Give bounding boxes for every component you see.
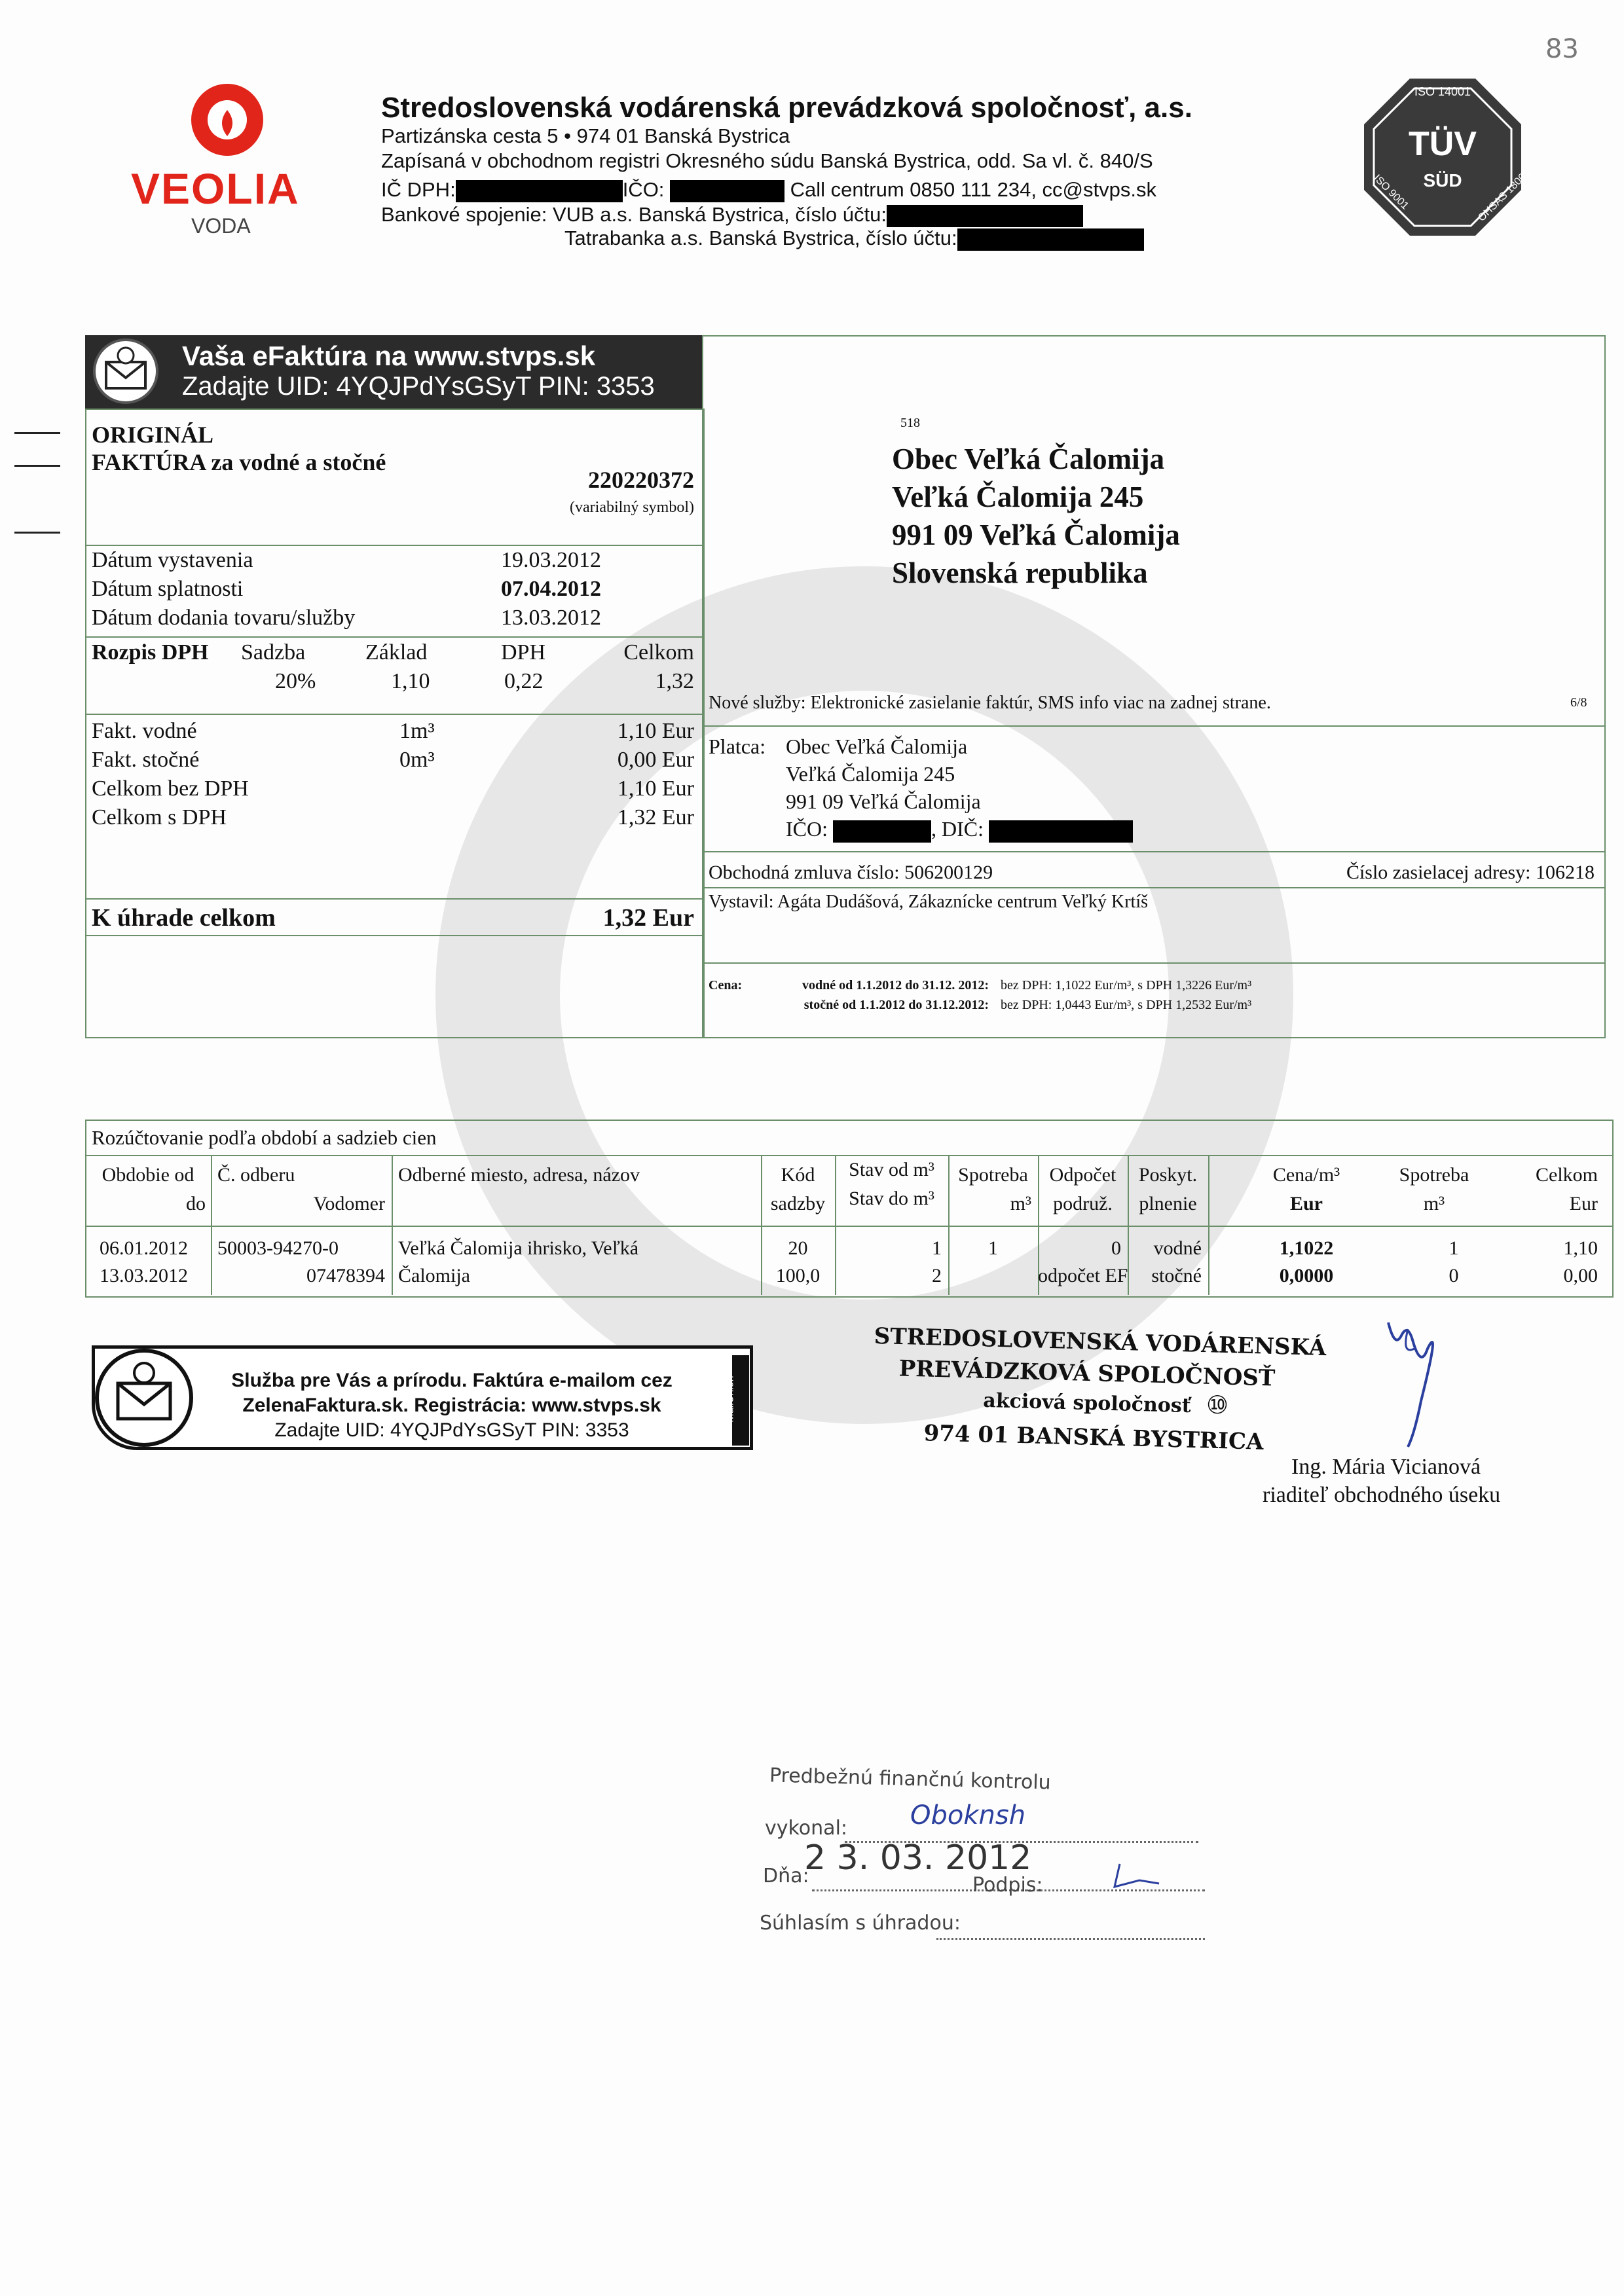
cert-right: OHSAS 18001	[1476, 167, 1533, 224]
th: Č. odberu	[217, 1164, 295, 1186]
th: Odpočet	[1049, 1164, 1116, 1186]
email-envelope-icon	[92, 337, 160, 406]
breakdown-title: Rozúčtovanie podľa období a sadzieb cien	[92, 1126, 437, 1149]
total-value: 1,32 Eur	[602, 904, 694, 932]
item-label: Celkom bez DPH	[92, 776, 249, 801]
divider	[85, 636, 703, 638]
vat-total: 1,32	[655, 669, 694, 693]
date-issued-label: Dátum vystavenia	[92, 548, 253, 572]
services-note: Nové služby: Elektronické zasielanie faktúr, SMS info viac na zadnej strane.	[709, 693, 1271, 713]
vat-col-base: Základ	[365, 640, 428, 665]
control-date-label: Dňa:	[763, 1865, 809, 1887]
mailunion-text: MailUnion	[724, 1376, 736, 1423]
item-amount: 1,10 Eur	[617, 776, 694, 801]
handwritten-signature	[1375, 1309, 1460, 1453]
item-qty: 0m³	[399, 748, 435, 772]
item-amount: 1,10 Eur	[617, 719, 694, 743]
th: Vodomer	[313, 1193, 385, 1214]
vat-col-vat: DPH	[501, 640, 546, 665]
company-name: Stredoslovenská vodárenská prevádzková spoločnosť, a.s.	[381, 92, 1192, 124]
td: 1,1022	[1279, 1237, 1334, 1259]
green-line-2: ZelenaFaktura.sk. Registrácia: www.stvps.sk	[242, 1394, 661, 1416]
td: vodné	[1153, 1237, 1202, 1259]
vat-col-rate: Sadzba	[241, 640, 306, 665]
bank-line-1	[381, 203, 1083, 227]
ic-dph-label: IČ DPH:	[381, 178, 456, 201]
company-address: Partizánska cesta 5 • 974 01 Banská Bystrica	[381, 124, 790, 147]
divider	[702, 887, 1604, 888]
stamp-line-1: STREDOSLOVENSKÁ VODÁRENSKÁ	[874, 1322, 1327, 1362]
item-amount: 0,00 Eur	[617, 748, 694, 772]
divider	[85, 545, 703, 546]
td: 13.03.2012	[100, 1265, 188, 1286]
invoice-original: ORIGINÁL	[92, 422, 214, 448]
recipient-line: Slovenská republika	[892, 556, 1148, 589]
cert-left: ISO 9001	[1371, 172, 1411, 212]
vat-base: 1,10	[391, 669, 430, 693]
recipient-line: 991 09 Veľká Čalomija	[892, 519, 1180, 551]
td: odpočet EF	[1038, 1265, 1128, 1286]
td: 20	[788, 1237, 808, 1259]
td: 1	[1449, 1237, 1459, 1259]
divider	[702, 725, 1604, 727]
th: do	[186, 1193, 206, 1214]
item-amount: 1,32 Eur	[617, 805, 694, 829]
td: stočné	[1151, 1265, 1202, 1286]
veolia-brand: VEOLIA	[131, 164, 300, 213]
td: Veľká Čalomija ihrisko, Veľká	[398, 1237, 639, 1259]
vat-col-total: Celkom	[623, 640, 694, 665]
ico-label: IČO:	[622, 178, 665, 201]
initials-signature	[1107, 1861, 1166, 1893]
th: Stav od m³	[849, 1159, 934, 1180]
divider	[85, 714, 703, 715]
green-line-3: Zadajte UID: 4YQJPdYsGSyT PIN: 3353	[274, 1419, 629, 1441]
price-val: bez DPH: 1,1022 Eur/m³, s DPH 1,3226 Eur/m³	[1001, 978, 1252, 993]
bank-1-label: Bankové spojenie: VUB a.s. Banská Bystrica, číslo účtu:	[381, 203, 887, 226]
th: Spotreba	[1399, 1164, 1469, 1186]
col-line	[1208, 1155, 1209, 1295]
item-label: Fakt. stočné	[92, 748, 200, 772]
stamp-line-2: PREVÁDZKOVÁ SPOLOČNOSŤ	[898, 1355, 1276, 1392]
invoice-number-note: (variabilný symbol)	[570, 499, 694, 516]
redacted-account-1	[887, 205, 1083, 227]
email-envelope-icon	[92, 1345, 196, 1450]
price-what: vodné od 1.1.2012 do 31.12. 2012:	[802, 978, 989, 993]
divider	[85, 1226, 1612, 1227]
control-done-label: vykonal:	[765, 1817, 848, 1840]
fold-mark	[14, 532, 60, 534]
th: Eur	[1569, 1193, 1598, 1214]
cert-top: ISO 14001	[1414, 85, 1471, 98]
vat-rate: 20%	[275, 669, 316, 693]
payer-ids	[786, 817, 1133, 843]
th: podruž.	[1053, 1193, 1113, 1214]
contract-number: Obchodná zmluva číslo: 506200129	[709, 862, 993, 883]
divider	[702, 962, 1604, 964]
td: 50003-94270-0	[217, 1237, 339, 1259]
th: m³	[1423, 1193, 1445, 1214]
td: 0	[1449, 1265, 1459, 1286]
dotted-line	[936, 1938, 1205, 1940]
price-label: Cena:	[709, 978, 743, 993]
td: 0,00	[1563, 1265, 1598, 1286]
price-val: bez DPH: 1,0443 Eur/m³, s DPH 1,2532 Eur/m³	[1001, 998, 1252, 1012]
control-sign-label: Podpis:	[972, 1874, 1043, 1897]
td: 07478394	[306, 1265, 385, 1286]
col-line	[392, 1155, 393, 1295]
control-title: Predbežnú finančnú kontrolu	[769, 1764, 1052, 1795]
recipient-line: Veľká Čalomija 245	[892, 481, 1144, 513]
payer-label: Platca:	[709, 735, 766, 758]
company-ids	[381, 178, 1156, 202]
divider	[85, 898, 703, 900]
cert-mark: TÜV	[1409, 125, 1477, 163]
recipient-line: Obec Veľká Čalomija	[892, 443, 1165, 475]
th: plnenie	[1139, 1193, 1197, 1214]
invoice-title: FAKTÚRA za vodné a stočné	[92, 449, 386, 475]
th: Odberné miesto, adresa, názov	[398, 1164, 640, 1186]
company-registry: Zapísaná v obchodnom registri Okresného súdu Banská Bystrica, odd. Sa vl. č. 840/S	[381, 149, 1153, 172]
control-agree-label: Súhlasím s úhradou:	[760, 1912, 961, 1935]
bank-line-2	[564, 227, 1144, 251]
efaktura-line-2: Zadajte UID: 4YQJPdYsGSyT PIN: 3353	[182, 372, 655, 401]
item-label: Celkom s DPH	[92, 805, 227, 829]
page-number: 83	[1545, 34, 1579, 64]
th: Poskyt.	[1138, 1164, 1198, 1186]
control-done-value: Oboknsh	[910, 1800, 1026, 1831]
date-delivery-label: Dátum dodania tovaru/služby	[92, 606, 356, 630]
payer-line: Veľká Čalomija 245	[786, 762, 955, 786]
divider	[85, 935, 703, 936]
redacted-account-2	[957, 228, 1144, 251]
control-date-value: 2 3. 03. 2012	[804, 1838, 1032, 1878]
td: 06.01.2012	[100, 1237, 188, 1259]
cert-sub: SÜD	[1423, 170, 1462, 191]
payer-dic-label: , DIČ:	[931, 817, 984, 841]
payer-line: 991 09 Veľká Čalomija	[786, 790, 981, 813]
redacted-payer-dic	[989, 820, 1133, 843]
vat-heading: Rozpis DPH	[92, 640, 209, 665]
payer-line: Obec Veľká Čalomija	[786, 735, 968, 758]
stamp-number: ⑩	[1206, 1392, 1229, 1419]
recipient-code: 518	[900, 416, 920, 430]
redacted-ic-dph	[456, 180, 623, 202]
td: 2	[932, 1265, 942, 1286]
efaktura-line-1: Vaša eFaktúra na www.stvps.sk	[182, 340, 596, 371]
signatory-name: Ing. Mária Vicianová	[1291, 1455, 1481, 1479]
th: Cena/m³	[1272, 1164, 1340, 1186]
date-due-label: Dátum splatnosti	[92, 577, 244, 601]
divider	[85, 1155, 1612, 1156]
item-label: Fakt. vodné	[92, 719, 197, 743]
bank-2-label: Tatrabanka a.s. Banská Bystrica, číslo účtu:	[564, 227, 957, 249]
th: m³	[1010, 1193, 1031, 1214]
date-delivery-value: 13.03.2012	[501, 606, 601, 630]
td: 1	[932, 1237, 942, 1259]
address-number: Číslo zasielacej adresy: 106218	[1346, 862, 1595, 883]
fold-mark	[14, 432, 60, 434]
td: 1,10	[1563, 1237, 1598, 1259]
vat-vat: 0,22	[504, 669, 544, 693]
veolia-logo-icon	[187, 77, 268, 162]
date-issued-value: 19.03.2012	[501, 548, 601, 572]
th: Eur	[1289, 1193, 1323, 1214]
green-line-1: Služba pre Vás a prírodu. Faktúra e-mailom cez	[231, 1370, 673, 1391]
th: Celkom	[1536, 1164, 1598, 1186]
redacted-payer-ico	[833, 820, 931, 843]
date-due-value: 07.04.2012	[501, 577, 601, 601]
th: Spotreba	[958, 1164, 1028, 1186]
th: Kód	[781, 1164, 815, 1186]
td: 0	[1111, 1237, 1121, 1259]
price-what: stočné od 1.1.2012 do 31.12.2012:	[803, 998, 989, 1012]
stamp-line-3: akciová spoločnosť	[982, 1389, 1192, 1418]
td: 1	[988, 1237, 998, 1259]
fold-mark	[14, 465, 60, 467]
divider	[702, 851, 1604, 852]
td: 0,0000	[1279, 1265, 1334, 1286]
invoice-number: 220220372	[588, 467, 694, 493]
redacted-ico	[670, 180, 784, 202]
td: 100,0	[775, 1265, 821, 1286]
payer-ico-label: IČO:	[786, 817, 828, 841]
address-box	[702, 335, 1606, 1038]
total-label: K úhrade celkom	[92, 904, 276, 932]
th: sadzby	[770, 1193, 826, 1214]
call-centre: Call centrum 0850 111 234, cc@stvps.sk	[790, 178, 1156, 201]
td: Čalomija	[398, 1265, 470, 1286]
th: Obdobie od	[101, 1164, 194, 1186]
issued-by: Vystavil: Agáta Dudášová, Zákaznícke centrum Veľký Krtíš	[709, 892, 1149, 912]
stamp-line-4: 974 01 BANSKÁ BYSTRICA	[923, 1420, 1264, 1455]
veolia-division: VODA	[191, 214, 251, 238]
item-qty: 1m³	[399, 719, 435, 743]
signatory-role: riaditeľ obchodného úseku	[1263, 1483, 1501, 1507]
th: Stav do m³	[849, 1188, 934, 1209]
services-code: 6/8	[1570, 695, 1587, 710]
